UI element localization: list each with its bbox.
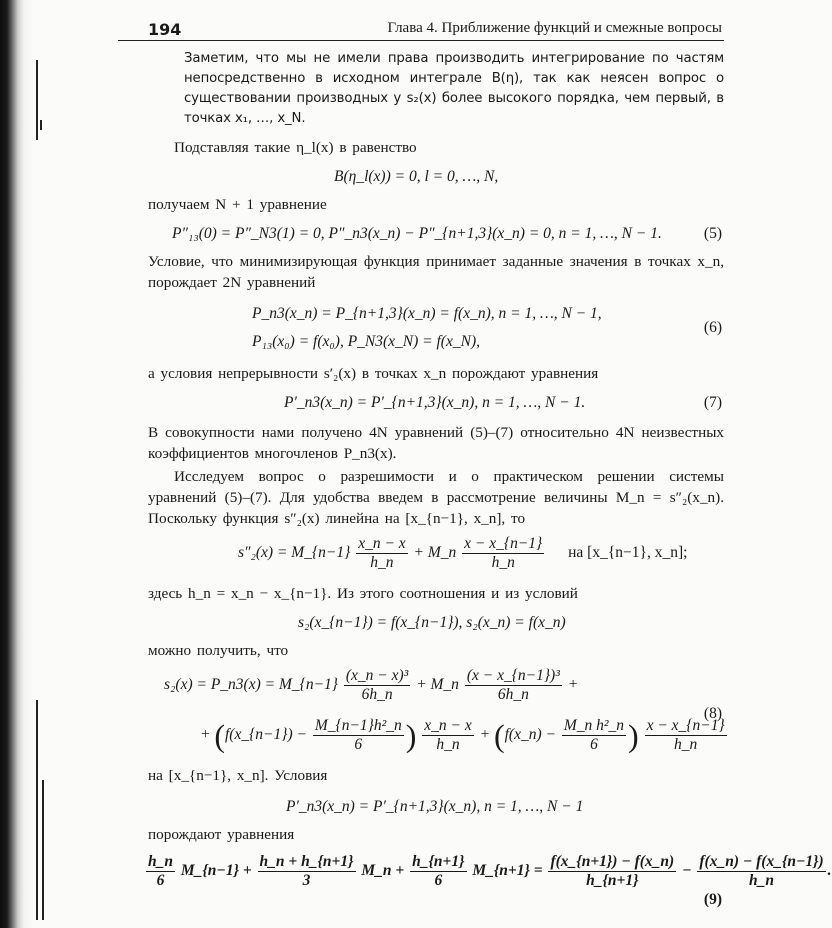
- fraction: $\frac{h\_n + h\_\{n+1\}}{3}$: [259, 853, 354, 889]
- note-paragraph: Заметим, что мы не имели права производить интегрирование по частям непосредственно в исходном интеграле B(η), так как неясен вопрос о существовании производных у s₂(x) более высокого порядка, чем первый, в точках x₁, …, x_N.: [184, 51, 724, 126]
- equation-number: (7): [703, 394, 722, 411]
- equation-s2-second-derivative: s″₂(x) = M_{n−1} $\frac{x\_n - x}{h\_n}$ + M_n $\frac{x - x\_\{n-1\}}{h\_n}$ на [x_{n−1}, x_n];: [238, 535, 688, 571]
- equation-number: (6): [703, 319, 722, 336]
- equation-number: (9): [703, 891, 722, 908]
- book-binding-shadow: [0, 0, 34, 928]
- fraction: $\frac{x\_n - x}{h\_n}$: [424, 717, 472, 753]
- fraction: $\frac{x - x\_\{n-1\}}{h\_n}$: [464, 535, 543, 571]
- paragraph: можно получить, что: [148, 642, 289, 659]
- equation-number: (8): [703, 705, 722, 722]
- fraction: $\frac{\text{M\_n h²\_n}}{6}$: [563, 717, 625, 753]
- fraction: $\frac{\text{M\_\{n−1\}h²\_n}}{6}$: [314, 717, 402, 753]
- fraction: $\frac{h\_\{n+1\}}{6}$: [412, 853, 465, 889]
- paragraph: Подставляя такие η_l(x) в равенство: [174, 139, 417, 156]
- running-title: Глава 4. Приближение функций и смежные вопросы: [387, 20, 722, 36]
- fraction: $\frac{x - x\_\{n-1\}}{h\_n}$: [646, 717, 725, 753]
- paragraph: а условия непрерывности s′₂(x) в точках x_n порождают уравнения: [148, 365, 599, 382]
- paragraph: Исследуем вопрос о разрешимости и о практическом решении системы уравнений (5)–(7). Для удобства введем в рассмотрение величины M_n = s″₂(x_n). Поскольку функция s″₂(x) линейна на [x_{n−1}, x_n], то: [148, 468, 724, 527]
- equation-conditions: s₂(x_{n−1}) = f(x_{n−1}), s₂(x_n) = f(x_n): [298, 614, 566, 631]
- equation-p-conditions: P′_n3(x_n) = P′_{n+1,3}(x_n), n = 1, …, N − 1: [286, 798, 584, 815]
- page-number: 194: [148, 20, 182, 39]
- equation-6: P_n3(x_n) = P_{n+1,3}(x_n) = f(x_n), n = 1, …, N − 1, P₁₃(x₀) = f(x₀), P_N3(x_N) = f(x_N), (6): [252, 305, 722, 350]
- equation-b: B(η_l(x)) = 0, l = 0, …, N,: [334, 168, 499, 185]
- fraction: $\frac{f(x\_n) - f(x\_\{n-1\})}{h\_n}$: [699, 853, 824, 889]
- fraction: $\frac{h\_n}{6}$: [148, 853, 173, 889]
- paragraph: В совокупности нами получено 4N уравнений (5)–(7) относительно 4N неизвестных коэффициентов многочленов P_n3(x).: [148, 424, 724, 462]
- fraction: $\frac{\text{(x\_n − x)³}}{6h\_n}$: [345, 667, 409, 703]
- book-page: [118, 14, 832, 913]
- paragraph: порождают уравнения: [148, 826, 295, 843]
- fraction: $\frac{x\_n - x}{h\_n}$: [358, 535, 406, 571]
- fraction: $\frac{f(x\_\{n+1\}) - f(x\_n)}{h\_\{n+1\}}$: [550, 853, 675, 889]
- paragraph: получаем N + 1 уравнение: [148, 196, 327, 213]
- equation-5: P″₁₃(0) = P″_N3(1) = 0, P″_n3(x_n) − P″_{n+1,3}(x_n) = 0, n = 1, …, N − 1. (5): [118, 217, 724, 249]
- equation-8: s₂(x) = P_n3(x) = M_{n−1} $\frac{\text{(x\_n − x)³}}{6h\_n}$ + M_n $\frac{\text{(x − x\_\{n−1\})³}}{6h\_n}$ + + (f(x_{n−1}) − $\frac{\text{M\_\{n−1\}h²\_n}}{6}$ ) $\frac{x\_n - x}{h\_n}$ + (f(x_n) − $\frac{\text{M\_n h²\_n}}{6}$ ) $\frac{x - x\_\{n-1\}}{h\_n}$ (8): [164, 667, 725, 754]
- equation-number: (5): [703, 225, 722, 242]
- running-header: [118, 14, 724, 41]
- paragraph: Условие, что минимизирующая функция принимает заданные значения в точках x_n, порождает 2N уравнений: [148, 253, 724, 291]
- paragraph: здесь h_n = x_n − x_{n−1}. Из этого соотношения и из условий: [148, 585, 578, 602]
- equation-9: $\frac{h\_n}{6}$ M_{n−1} + $\frac{h\_n + h\_\{n+1\}}{3}$ M_n + $\frac{h\_\{n+1\}}{6}$ M_{n+1} = $\frac{f(x\_\{n+1\}) - f(x\_n)}{h\_\{n+1\}}$ − $\frac{f(x\_n) - f(x\_\{n-1\})}{h\_n}$ . (9): [118, 851, 724, 913]
- paragraph: на [x_{n−1}, x_n]. Условия: [148, 767, 328, 784]
- equation-7: P′_n3(x_n) = P′_{n+1,3}(x_n), n = 1, …, N − 1. (7): [118, 386, 724, 420]
- fraction: $\frac{\text{(x − x\_\{n−1\})³}}{6h\_n}$: [466, 667, 560, 703]
